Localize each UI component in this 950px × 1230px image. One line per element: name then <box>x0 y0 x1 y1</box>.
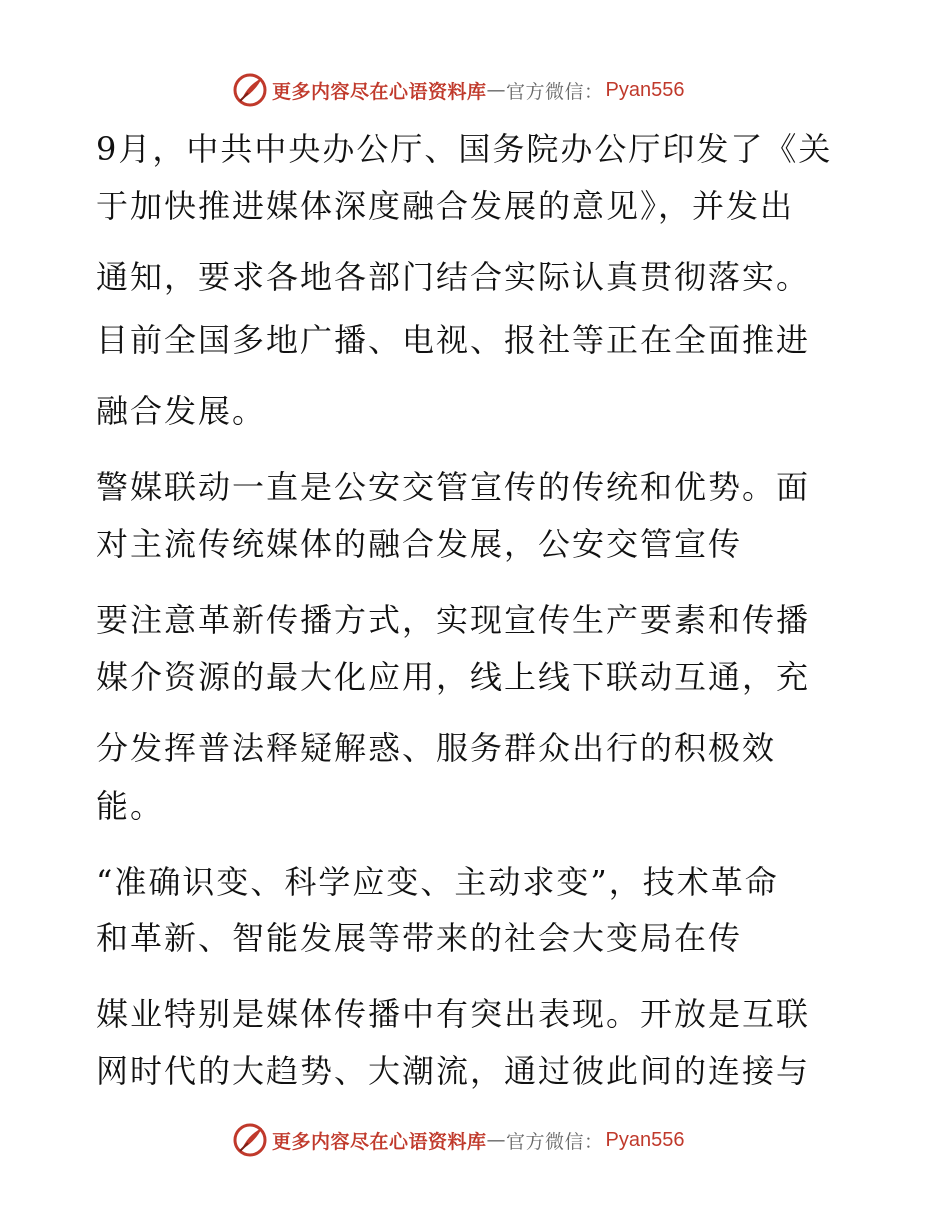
watermark-wechat-id: Pyan556 <box>605 78 685 101</box>
feather-pen-logo-icon <box>232 72 268 108</box>
text-line: “准确识变、科学应变、主动求变”，技术革命 <box>96 863 779 901</box>
text-line: 媒介资源的最大化应用，线上线下联动互通，充 <box>96 658 811 696</box>
text-line: 于加快推进媒体深度融合发展的意见》，并发出 <box>96 187 795 225</box>
watermark-separator: — <box>486 1129 507 1151</box>
text-line: 通知，要求各地各部门结合实际认真贯彻落实。 <box>96 258 811 296</box>
text-line: 目前全国多地广播、电视、报社等正在全面推进 <box>96 321 811 359</box>
footer-watermark <box>232 1120 685 1160</box>
text-line: 分发挥普法释疑解惑、服务群众出行的积极效 <box>96 729 777 767</box>
feather-pen-logo-icon <box>232 1122 268 1158</box>
text-line: 能。 <box>96 787 165 825</box>
text-line: 融合发展。 <box>96 392 267 430</box>
text-line: 要注意革新传播方式，实现宣传生产要素和传播 <box>96 601 811 639</box>
watermark-separator: — <box>486 79 507 101</box>
text-line: 对主流传统媒体的融合发展，公安交管宣传 <box>96 525 743 563</box>
watermark-site-text: 更多内容尽在心语资料库 <box>272 1130 487 1153</box>
watermark-wechat-label: 官方微信： <box>506 1130 604 1153</box>
text-line: 网时代的大趋势、大潮流，通过彼此间的连接与 <box>96 1052 811 1090</box>
text-line: 媒业特别是媒体传播中有突出表现。开放是互联 <box>96 995 811 1033</box>
watermark-site-text: 更多内容尽在心语资料库 <box>272 80 487 103</box>
watermark-wechat-label: 官方微信： <box>506 80 604 103</box>
watermark-wechat-id: Pyan556 <box>605 1128 685 1151</box>
header-watermark <box>232 70 685 110</box>
text-line: 警媒联动一直是公安交管宣传的传统和优势。面 <box>96 468 811 506</box>
text-line: 9月，中共中央办公厅、国务院办公厅印发了《关 <box>96 130 833 168</box>
text-line: 和革新、智能发展等带来的社会大变局在传 <box>96 919 743 957</box>
